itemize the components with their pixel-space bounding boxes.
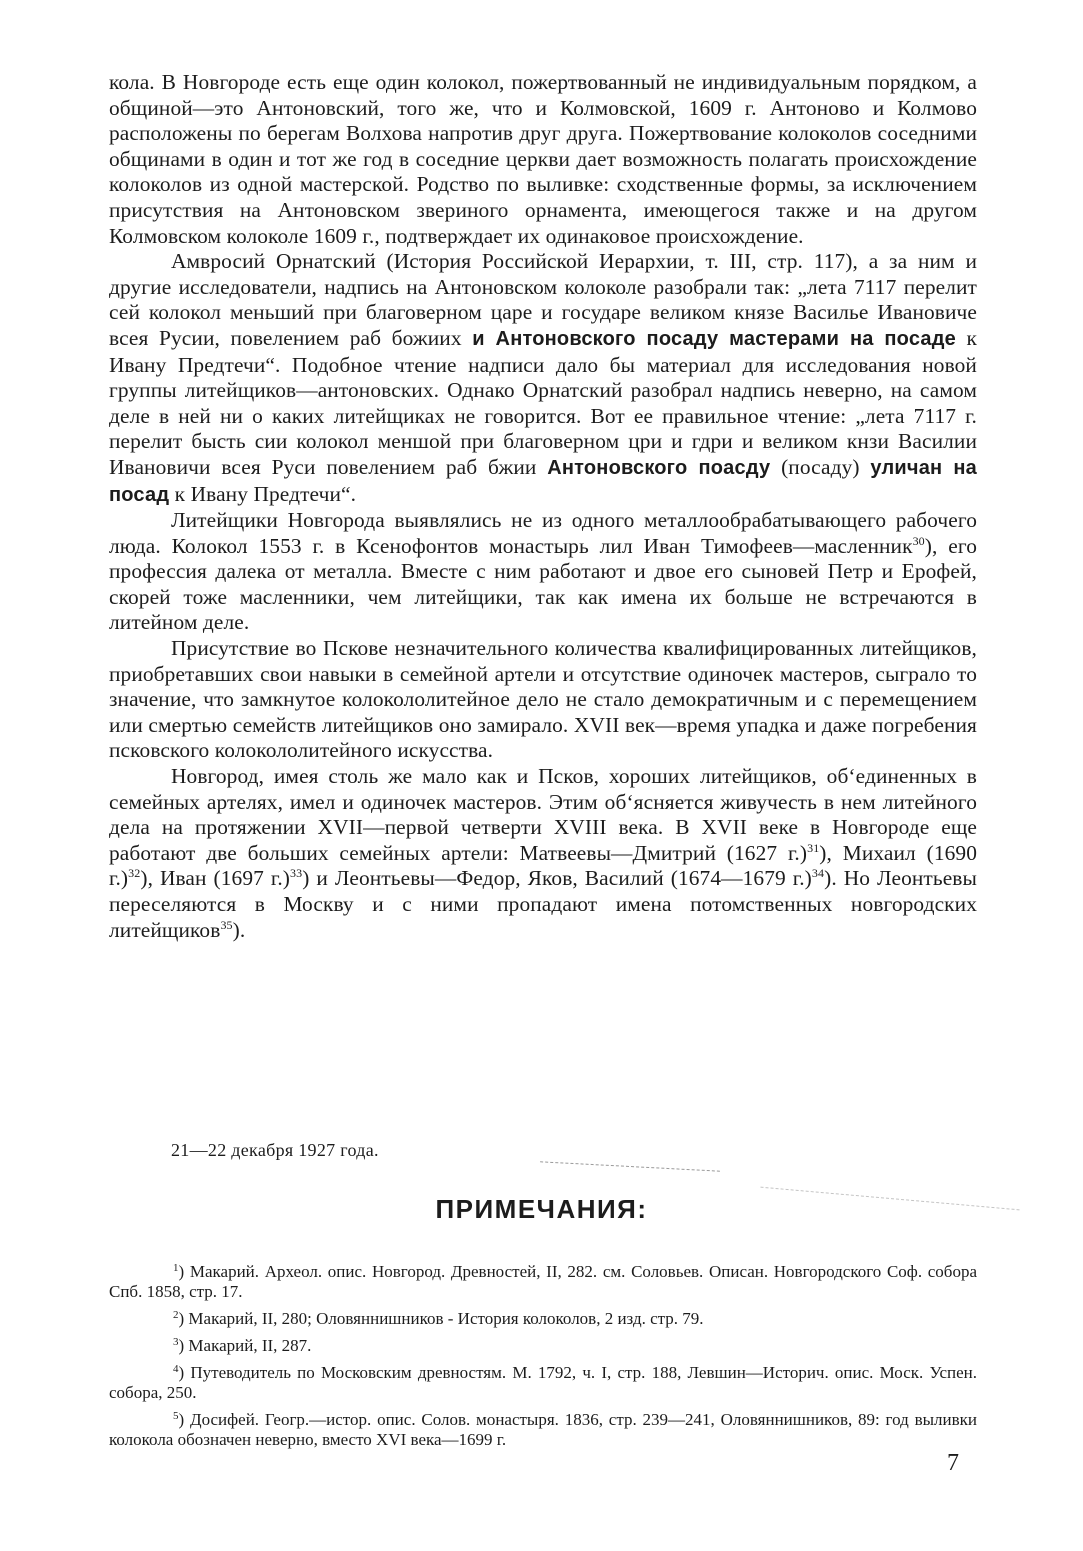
paragraph-2-text-a: Амвросий Орнатский (История Российской Иерархии, т. III, стр. 117), а за ним и другие исследователи, надпись на Антоновском колоколе разобрали так: „лета 7117 перелит сей колокол меньший при благоверном царе и государе великом князе Василье Ивановиче всея Русии, повелением раб божиих [109, 249, 977, 350]
footnote-text: Макарий. Археол. опис. Новгород. Древностей, II, 282. см. Соловьев. Описан. Новгородского Соф. собора Спб. 1858, стр. 17. [109, 1262, 977, 1301]
footnote-text: Путеводитель по Московским древностям. М. 1792, ч. I, стр. 188, Левшин—Историч. опис. Моск. Успен. собора, 250. [109, 1363, 977, 1402]
paragraph-1-text: кола. В Новгороде есть еще один колокол, пожертвованный не индивидуальным порядком, а общиной—это Антоновский, того же, что и Колмовской, 1609 г. Антоново и Колмово расположены по берегам Волхова напротив друг друга. Пожертвование колоколов соседними общинами в один и тот же год в соседние церкви дает возможность полагать происхождение колоколов из одной мастерской. Родство по выливке: сходственные формы, за исключением присутствия на Антоновском звериного орнамента, имеющегося также и на другом Колмовском колоколе 1609 г., подтверждает их одинаковое происхождение. [109, 70, 977, 248]
footnote-ref-33: 33 [290, 866, 303, 881]
paragraph-3-text-b: ), его профессия далека от металла. Вместе с ним работают и двое его сыновей Петр и Ерофей, скорей тоже масленники, чем литейщики, так как имена их больше не встречаются в литейном деле. [109, 533, 977, 635]
paragraph-2-bold-f: уличан на посад [109, 456, 978, 506]
paragraph-2-text-g: к Ивану Предтечи“. [169, 481, 357, 506]
footnote-3: $^3$) Макарий, II, 287. [173, 1336, 312, 1355]
footnote-number: 2 [173, 1309, 179, 1321]
paragraph-5-text-f: ). [232, 917, 246, 942]
paragraph-1 [109, 70, 977, 249]
footnote-text: Макарий, II, 287. [188, 1336, 312, 1355]
paragraph-5-text-c: ), Иван (1697 г.) [140, 866, 291, 891]
notes-heading: ПРИМЕЧАНИЯ: [435, 1194, 648, 1224]
footnote-text: Макарий, II, 280; Оловяннишников - История колоколов, 2 изд. стр. 79. [188, 1309, 704, 1328]
paragraph-5-text-a: Новгород, имея столь же мало как и Псков, хороших литейщиков, об‘единенных в семейных артелях, имел и одиночек мастеров. Этим об‘ясняется живучесть в нем литейного дела на протяжении XVII—первой четверти XVIII века. В XVII веке в Новгороде еще работают две больших семейных артели: Матвеевы—Дмитрий (1627 г.) [109, 764, 977, 865]
page-number: 7 [947, 1450, 959, 1476]
footnote-4: $^4$) Путеводитель по Московским древностям. М. 1792, ч. I, стр. 188, Левшин—Историч. опис. Моск. Успен. собора, 250. [109, 1363, 977, 1402]
paragraph-5-text-e: ). Но Леонтьевы переселяются в Москву и с ними пропадают имена потомственных новгородских литейщиков [109, 866, 977, 942]
paragraph-4 [109, 636, 977, 764]
footnote-5: $^5$) Досифей. Геогр.—истор. опис. Солов. монастыря. 1836, стр. 239—241, Оловяннишников, 89: год выливки колокола обозначен неверно, вместо XVI века—1699 г. [109, 1410, 977, 1449]
footnote-ref-30: 30 [912, 533, 925, 548]
scan-smudge-line [540, 1161, 720, 1171]
footnote-1: $^1$) Макарий. Археол. опис. Новгород. Древностей, II, 282. см. Соловьев. Описан. Новгородского Соф. собора Спб. 1858, стр. 17. [109, 1262, 977, 1301]
footnote-ref-32: 32 [128, 866, 141, 881]
main-text [109, 70, 977, 943]
paragraph-4-text: Присутствие во Пскове незначительного количества квалифицированных литейщиков, приобретавших свои навыки в семейной артели и отсутствие одиночек мастеров, сыграло то значение, что замкнутое колокололитейное дело не стало демократичным и с перемещением или смертью семейств литейщиков оно замирало. XVII век—время упадка и даже погребения псковского колокололитейного искусства. [109, 636, 977, 763]
footnote-number: 4 [173, 1363, 179, 1375]
paragraph-5-text-b: ), Михаил (1690 г.) [109, 840, 977, 891]
footnote-ref-31: 31 [807, 840, 820, 855]
date-line: 21—22 декабря 1927 года. [171, 1140, 379, 1160]
footnote-number: 5 [173, 1410, 179, 1422]
footnote-number: 1 [173, 1262, 179, 1274]
footnotes-list [109, 1262, 977, 1457]
paragraph-3-text-a: Литейщики Новгорода выявлялись не из одного металлообрабатывающего рабочего люда. Колокол 1553 г. в Ксенофонтов монастырь лил Иван Тимофеев—масленник [109, 508, 977, 558]
paragraph-3 [109, 508, 977, 636]
footnote-ref-34: 34 [811, 866, 825, 881]
paragraph-2-text-c: к Ивану Предтечи“. Подобное чтение надписи дало бы материал для исследования новой группы литейщиков—антоновских. Однако Орнатский разобрал надпись неверно, на самом деле в ней ни о каких литейщиках не говорится. Вот ее правильное чтение: „лета 7117 г. перелит бысть сии колокол меншой при благоверном цри и гдри и великом кнзи Василии Ивановичи всея Руси повелением раб бжии [109, 325, 977, 479]
paragraph-2-bold-d: Антоновского поасду [547, 456, 771, 479]
paragraph-2 [109, 249, 977, 508]
paragraph-2-bold-a: и Антоновского посаду мастерами на посаде [472, 327, 956, 350]
footnote-number: 3 [173, 1336, 179, 1348]
paragraph-5 [109, 764, 977, 943]
footnote-2: $^2$) Макарий, II, 280; Оловяннишников - История колоколов, 2 изд. стр. 79. [173, 1309, 704, 1328]
paragraph-5-text-d: ) и Леонтьевы—Федор, Яков, Василий (1674—1679 г.) [302, 866, 812, 891]
footnote-text: Досифей. Геогр.—истор. опис. Солов. монастыря. 1836, стр. 239—241, Оловяннишников, 89: год выливки колокола обозначен неверно, вместо XVI века—1699 г. [109, 1410, 977, 1449]
footnote-ref-35: 35 [220, 917, 233, 932]
paragraph-2-text-e: (посаду) [770, 454, 871, 479]
